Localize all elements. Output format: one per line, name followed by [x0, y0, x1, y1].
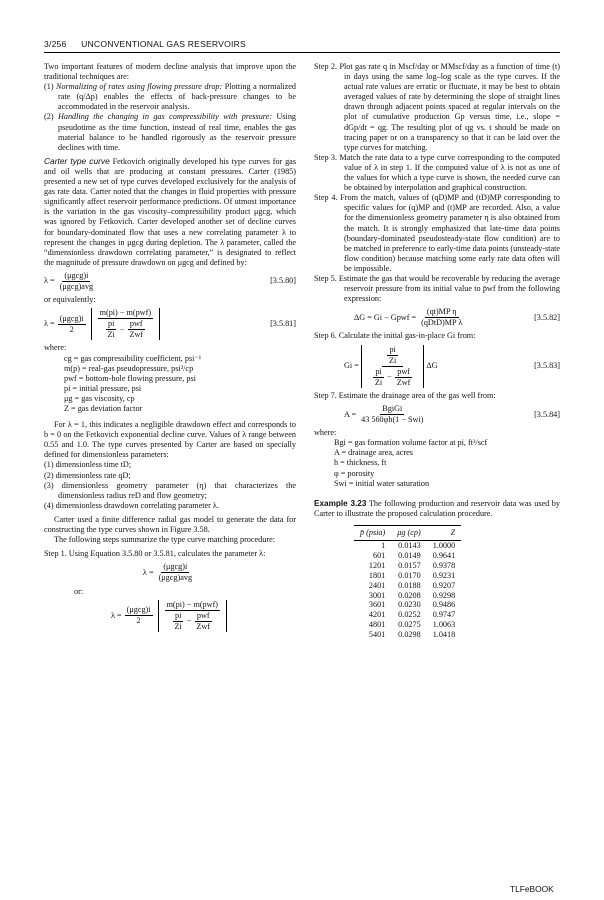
- eq83-den-right: [395, 367, 413, 388]
- step-5: Step 5. Estimate the gas that would be recoverable by reducing the average reservoir pressure from its initial value to p̄wf from the following expression:: [314, 273, 560, 304]
- eq81-bracket: [91, 308, 160, 340]
- step1-eq-b-lhs: λ =: [110, 610, 122, 620]
- table-cell: 0.0252: [398, 610, 421, 620]
- eq83-number: [3.5.83]: [534, 361, 560, 371]
- where-definitions-right: [334, 438, 560, 488]
- table-cell: 1201: [368, 560, 386, 570]
- eq83-den: [368, 367, 418, 388]
- eq83-den-pwf: pwf: [395, 367, 412, 378]
- table-cell: 4201: [368, 610, 386, 620]
- definition-item: pwf = bottom-hole flowing pressure, psi: [64, 373, 196, 383]
- definition-item: Swi = initial water saturation: [334, 478, 430, 488]
- example-label: Example 3.23: [314, 498, 367, 508]
- table-row: [354, 581, 461, 591]
- step-4: Step 4. From the match, values of (qD)MP and (tD)MP corresponding to specific values for (q)MP and (t)MP are recorded. Also, a value for the dimensionless geometry parameter η is also obtained from the match. It is strongly emphasized that late-time data points (boundary-dominated pseudosteady-state flow condition) are to be matched in preference to early-time data points (unsteady-state flow condition) because matching some early rate data often will be impossible.: [314, 193, 560, 273]
- eq81-zi: Zi: [107, 330, 115, 340]
- table-cell: 3601: [368, 600, 386, 610]
- eq83-den-pi: pi: [373, 367, 383, 378]
- eq81-left-den: 2: [69, 324, 74, 334]
- feature-1: (1) Normalizing of rates using flowing pressure drop: Plotting a normalized rate (q/Δp) enables the effects of back-pressure changes to be accommodated in the reservoir analysis.: [44, 82, 296, 112]
- running-header: [44, 39, 560, 49]
- step1-eq-b-bracket-den: [168, 611, 218, 632]
- table-row: [354, 571, 461, 581]
- feature-2-text: Using pseudotime as the time function, instead of real time, enables the gas material balance to be handled rigorously as the reservoir pressure declines with time.: [58, 112, 297, 152]
- carter-heading: Carter type curve: [44, 155, 110, 166]
- param-item: (2) dimensionless rate qD;: [44, 470, 131, 480]
- eq82-num: (qt)MP η: [425, 307, 459, 318]
- table-row: [354, 591, 461, 601]
- step1-eq-b-zwf: Zwf: [196, 621, 211, 631]
- running-title: UNCONVENTIONAL GAS RESERVOIRS: [81, 39, 246, 49]
- feature-1-title: Normalizing of rates using flowing pressure drop:: [56, 82, 223, 92]
- param-item: (1) dimensionless time tD;: [44, 460, 132, 470]
- eq81-left-num: (μgcg)i: [58, 314, 86, 325]
- step1-eq-a-den: (μgcg)avg: [158, 573, 193, 583]
- or-label: or:: [74, 586, 84, 596]
- table-row: [354, 630, 461, 640]
- table-row: [354, 620, 461, 630]
- step1-eq-b-pi-zi: [173, 611, 184, 632]
- definition-item: h = thickness, ft: [334, 458, 387, 468]
- eq81-pwf: pwf: [128, 319, 145, 330]
- eq82-den: (qDtD)MP λ: [421, 318, 463, 328]
- equation-3-5-84: [314, 404, 560, 425]
- table-row: [354, 561, 461, 571]
- eq83-den-left: [373, 367, 384, 388]
- eq83-num-pi: pi: [387, 345, 397, 356]
- step-1: Step 1. Using Equation 3.5.80 or 3.5.81, calculates the parameter λ:: [44, 549, 266, 559]
- table-header-row: [354, 525, 461, 540]
- eq81-bracket-num: m(pi) − m(pwf): [98, 308, 153, 319]
- step1-eq-b-pwf-zwf: [194, 611, 212, 632]
- eq80-fraction: [58, 271, 96, 292]
- equation-3-5-83: [314, 345, 560, 388]
- step1-eq-b-left-num: (μgcg)i: [125, 605, 153, 616]
- definition-item: m(p) = real-gas pseudopressure, psi²/cp: [64, 363, 194, 373]
- param-item: (3) dimensionless geometry parameter (η) that characterizes the dimensionless radius reD and flow geometry;: [44, 480, 296, 500]
- definition-item: pi = initial pressure, psi: [64, 383, 142, 393]
- table-cell: 0.0230: [398, 600, 421, 610]
- step1-eq-b-left-den: 2: [136, 616, 141, 626]
- table-cell: 0.0170: [398, 570, 421, 580]
- eq83-num-frac: [387, 345, 398, 366]
- table-cell: 4801: [368, 620, 386, 630]
- definition-item: φ = porosity: [334, 468, 375, 478]
- table-cell: 0.0188: [398, 580, 421, 590]
- definition-item: μg = gas viscosity, cp: [64, 393, 135, 403]
- step1-eq-b-bracket-num: m(pi) − m(pwf): [165, 600, 220, 611]
- eq84-number: [3.5.84]: [534, 409, 560, 419]
- carter-model-paragraph: Carter used a finite difference radial gas model to generate the data for constructing the type curves shown in Figure 3.58.: [44, 514, 296, 535]
- table-cell: 2401: [368, 580, 386, 590]
- left-column: [44, 62, 296, 635]
- table-cell: 1.0000: [432, 541, 456, 551]
- eq81-minus: −: [119, 324, 125, 334]
- eq81-lhs: λ =: [44, 319, 55, 329]
- definition-item: A = drainage area, acres: [334, 448, 413, 458]
- step1-eq-b-minus: −: [186, 616, 192, 626]
- lambda-paragraph: For λ = 1, this indicates a negligible drawdown effect and corresponds to b = 0 on the Fetkovich exponential decline curve. Values of λ range between 0.55 and 1.0. The type curves presented by Carter are based on specially defined for dimensionless parameters:: [44, 420, 296, 460]
- table-cell: 1: [381, 541, 386, 551]
- equation-3-5-80: [44, 271, 296, 292]
- eq83-rhs: ΔG: [426, 361, 438, 371]
- definition-item: cg = gas compressibility coefficient, psi⁻¹: [64, 353, 202, 363]
- eq80-lhs: λ =: [44, 276, 55, 286]
- eq81-zwf: Zwf: [129, 330, 144, 340]
- eq83-den-zwf: Zwf: [396, 377, 411, 387]
- table-cell: 0.9641: [432, 550, 456, 560]
- step1-equation-a: [44, 562, 296, 583]
- table-cell: 0.9231: [432, 570, 456, 580]
- step1-eq-a-num: (μgcg)i: [161, 562, 189, 573]
- equation-3-5-82: [314, 307, 560, 328]
- carter-text: Fetkovich originally developed his type curves for gas and oil wells that are producing at constant pressures. Carter (1985) presented a new set of type curves developed exclusively for the analysis of gas rate data. Carter noted that the changes in fluid properties with pressure significantly affect reservoir performance predictions. Of utmost importance is the variation in the gas viscosity–compressibility product μgcg, which was ignored by Fetkovich. Carter developed another set of decline curves for boundary-dominated flow that uses a new correlating parameter λ to represent the changes in μgcg during depletion. The λ parameter, called the “dimensionless drawdown correlating parameter,” is designated to reflect the magnitude of pressure drawdown on μgcg and defined by:: [44, 156, 296, 267]
- step1-eq-b-left-fraction: [125, 605, 153, 626]
- eq81-pi: pi: [106, 319, 116, 330]
- example-paragraph: [314, 499, 560, 519]
- table-cell: 1801: [368, 570, 386, 580]
- table-cell: 0.9747: [432, 610, 456, 620]
- eq83-num: [382, 345, 403, 367]
- eq81-bracket-fraction: [98, 308, 153, 340]
- step-2: Step 2. Plot gas rate q in Mscf/day or MMscf/day as a function of time (t) in days using the same log–log scale as the type curves. If the actual rate values are erratic or fluctuate, it may be best to obtain averaged values of rate by determining the slope of straight lines drawn through adjacent points spaced at regular intervals on the plot of cumulative production Gp versus time, i.e., slope = dGp/dt = qg. The resulting plot of qg vs. t should be made on tracing paper or on a transparency so that it can be laid over the type curves for matching.: [314, 62, 560, 152]
- table-cell: 0.9486: [432, 600, 456, 610]
- where-label: where:: [44, 343, 67, 353]
- eq83-num-zi: Zi: [388, 355, 397, 365]
- table-row: [354, 610, 461, 620]
- table-cell: 0.9378: [432, 560, 456, 570]
- table-body: [354, 541, 461, 641]
- right-column: [314, 62, 560, 640]
- page-number: 3/256: [44, 39, 67, 49]
- footer-label: TLFeBOOK: [510, 884, 554, 894]
- table-row: [354, 551, 461, 561]
- eq82-lhs: ΔG = Gi − Gpwf =: [354, 312, 417, 322]
- eq83-bracket: [361, 345, 425, 388]
- eq83-lhs: Gi =: [344, 361, 359, 371]
- eq84-lhs: A =: [344, 409, 357, 419]
- table-row: [354, 541, 461, 551]
- definition-item: Bgi = gas formation volume factor at pi, ft³/scf: [334, 438, 488, 448]
- table-cell: 0.9298: [432, 590, 456, 600]
- equation-3-5-81: [44, 308, 296, 340]
- step-6: Step 6. Calculate the initial gas-in-place Gi from:: [314, 331, 476, 341]
- eq80-numerator: (μgcg)i: [62, 271, 90, 282]
- eq80-number: [3.5.80]: [270, 276, 296, 286]
- table-cell: 5401: [368, 630, 386, 640]
- eq83-minus: −: [387, 372, 392, 382]
- eq84-num: BgiGi: [380, 404, 404, 415]
- step1-eq-b-bracket: [158, 600, 227, 632]
- step1-equation-b: [44, 600, 296, 632]
- param-item: (4) dimensionless drawdown correlating parameter λ.: [44, 500, 219, 510]
- step1-eq-b-zi: Zi: [174, 621, 182, 631]
- table-cell: 0.0157: [398, 560, 421, 570]
- or-equivalently: or equivalently:: [44, 295, 96, 305]
- eq83-fraction: [368, 345, 418, 388]
- eq84-fraction: [359, 404, 425, 425]
- step1-eq-a-lhs: λ =: [142, 567, 154, 577]
- step1-eq-b-pi: pi: [173, 611, 183, 622]
- table-cell: 1.0418: [432, 630, 456, 640]
- intro-paragraph: Two important features of modern decline analysis that improve upon the traditional techniques are:: [44, 62, 296, 82]
- property-table: [354, 525, 461, 640]
- table-header: Z: [427, 525, 462, 540]
- where-definitions: [64, 354, 296, 415]
- eq80-denominator: (μgcg)avg: [59, 281, 94, 291]
- step-7: Step 7. Estimate the drainage area of the gas well from:: [314, 390, 496, 400]
- table-cell: 0.0208: [398, 590, 421, 600]
- eq84-den: 43 560φh(1 − Swi): [361, 415, 424, 425]
- table-header: μg (cp): [391, 525, 426, 540]
- eq81-pi-zi: [106, 319, 117, 340]
- feature-2-title: Handling the changing in gas compressibility with pressure:: [57, 112, 273, 122]
- definition-item: Z = gas deviation factor: [64, 404, 143, 413]
- eq82-number: [3.5.82]: [534, 312, 560, 322]
- table-cell: 0.0149: [398, 550, 421, 560]
- eq81-left-fraction: [58, 314, 86, 335]
- feature-1-text: Plotting a normalized rate (q/Δp) enables the effects of back-pressure changes to be accommodated in the reservoir analysis.: [58, 82, 296, 112]
- eq82-fraction: [419, 307, 464, 328]
- feature-2: (2) Handling the changing in gas compressibility with pressure: Using pseudotime as the time function, instead of real time, enables the gas material balance to be handled rigorously as the reservoir pressure declines with time.: [44, 112, 297, 152]
- carter-paragraph: [44, 156, 296, 268]
- table-row: [354, 600, 461, 610]
- table-header: p̄ (psia): [354, 525, 391, 540]
- eq81-number: [3.5.81]: [270, 319, 296, 329]
- table-cell: 0.0298: [398, 630, 421, 640]
- step-3: Step 3. Match the rate data to a type curve corresponding to the computed value of λ in step 1. If the computed value of λ is not as one of the values for which a type curve is shown, the needed curve can be obtained by interpolation and graphical construction.: [314, 152, 560, 193]
- table-cell: 0.0143: [398, 541, 421, 551]
- step1-eq-b-pwf: pwf: [195, 611, 212, 622]
- eq83-den-zi: Zi: [374, 377, 383, 387]
- table-cell: 0.9207: [432, 580, 456, 590]
- table-cell: 0.0275: [398, 620, 421, 630]
- steps-intro-paragraph: The following steps summarize the type curve matching procedure:: [54, 535, 275, 545]
- example-text: The following production and reservoir data was used by Carter to illustrate the proposed calculation procedure.: [314, 498, 560, 518]
- table-cell: 3001: [368, 590, 386, 600]
- eq81-bracket-den: [101, 319, 151, 340]
- table-cell: 1.0063: [432, 620, 456, 630]
- table-cell: 601: [372, 550, 386, 560]
- step1-eq-b-bracket-fraction: [165, 600, 220, 632]
- eq81-pwf-zwf: [127, 319, 145, 340]
- step1-eq-a-fraction: [157, 562, 195, 583]
- header-rule: [44, 52, 560, 53]
- where-label-right: where:: [314, 428, 337, 438]
